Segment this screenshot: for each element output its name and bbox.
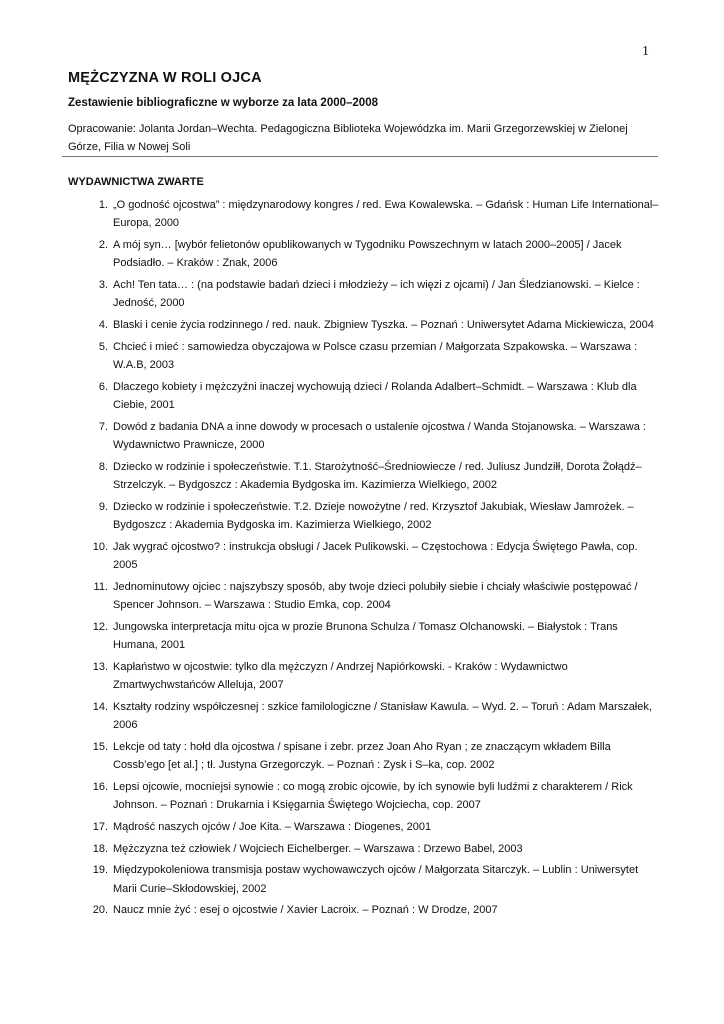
entry-number: 20. <box>92 904 108 917</box>
bibliography-entry <box>86 538 662 574</box>
bibliography-entry <box>86 738 662 774</box>
bibliography-entry <box>86 236 662 272</box>
bibliography-entry <box>86 418 662 454</box>
bibliography-entry <box>86 901 662 919</box>
entry-text: Mądrość naszych ojców / Joe Kita. – Warszawa : Diogenes, 2001 <box>113 820 432 833</box>
bibliography-entry <box>86 698 662 734</box>
entry-text: Dziecko w rodzinie i społeczeństwie. T.1. Starożytność–Średniowiecze / red. Juliusz Jundziłł, Dorota Żołądź–Strzelczyk. – Bydgoszcz : Akademia Bydgoska im. Kazimierza Wielkiego, 2002 <box>113 460 642 491</box>
bibliography-entry <box>86 818 662 836</box>
entry-text: „O godność ojcostwa” : międzynarodowy kongres / red. Ewa Kowalewska. – Gdańsk : Human Life International–Europa, 2000 <box>113 199 659 230</box>
entry-text: Chcieć i mieć : samowiedza obyczajowa w Polsce czasu przemian / Małgorzata Szpakowska. – Warszawa : W.A.B, 2003 <box>113 340 638 371</box>
page-number: 1 <box>642 44 649 59</box>
document-title: MĘŻCZYZNA W ROLI OJCA <box>68 70 262 86</box>
bibliography-entry <box>86 498 662 534</box>
section-heading: WYDAWNICTWA ZWARTE <box>68 176 204 188</box>
entry-text: Kształty rodziny współczesnej : szkice familologiczne / Stanisław Kawula. – Wyd. 2. – Toruń : Adam Marszałek, 2006 <box>113 700 652 731</box>
compiler-credits: Opracowanie: Jolanta Jordan–Wechta. Pedagogiczna Biblioteka Wojewódzka im. Marii Grzegorzewskiej w Zielonej Górze, Filia w Nowej Soli <box>68 123 628 153</box>
entry-number: 1. <box>98 199 108 211</box>
entry-number: 6. <box>98 380 108 393</box>
bibliography-entry <box>86 658 662 694</box>
bibliography-entry <box>86 458 662 494</box>
entry-text: Ach! Ten tata… : (na podstawie badań dzieci i młodzieży – ich więzi z ojcami) / Jan Śledzianowski. – Kielce : Jedność, 2000 <box>113 279 640 310</box>
entry-number: 14. <box>92 700 108 713</box>
entry-number: 9. <box>98 500 108 513</box>
bibliography-entry <box>86 861 662 897</box>
bibliography-entry <box>86 618 662 654</box>
bibliography-entry <box>86 840 662 858</box>
bibliography-entry <box>86 578 662 614</box>
entry-text: Międzypokoleniowa transmisja postaw wychowawczych ojców / Małgorzata Sitarczyk. – Lublin : Uniwersytet Marii Curie–Skłodowskiej, 2002 <box>113 864 639 895</box>
entry-text: Dziecko w rodzinie i społeczeństwie. T.2. Dzieje nowożytne / red. Krzysztof Jakubiak, Wiesław Jamrożek. – Bydgoszcz : Akademia Bydgoska im. Kazimierza Wielkiego, 2002 <box>113 500 634 531</box>
entry-number: 16. <box>92 780 108 793</box>
entry-text: Kapłaństwo w ojcostwie: tylko dla mężczyzn / Andrzej Napiórkowski. - Kraków : Wydawnictwo Zmartwychwstańców Alleluja, 2007 <box>113 660 568 691</box>
entry-number: 19. <box>92 864 108 877</box>
entry-number: 8. <box>98 460 108 473</box>
entry-text: Jak wygrać ojcostwo? : instrukcja obsługi / Jacek Pulikowski. – Częstochowa : Edycja Świętego Pawła, cop. 2005 <box>113 540 638 571</box>
entry-text: Blaski i cenie życia rodzinnego / red. nauk. Zbigniew Tyszka. – Poznań : Uniwersytet Adama Mickiewicza, 2004 <box>113 319 654 331</box>
entry-number: 7. <box>98 420 108 433</box>
bibliography-entry <box>86 196 662 232</box>
entry-number: 5. <box>98 340 108 353</box>
entry-text: Jungowska interpretacja mitu ojca w prozie Brunona Schulza / Tomasz Olchanowski. – Białystok : Trans Humana, 2001 <box>113 620 618 651</box>
bibliography-entry <box>86 378 662 414</box>
entry-number: 17. <box>92 820 108 833</box>
entry-text: Dlaczego kobiety i mężczyźni inaczej wychowują dzieci / Rolanda Adalbert–Schmidt. – Warszawa : Klub dla Ciebie, 2001 <box>113 380 637 411</box>
entry-number: 2. <box>98 239 108 251</box>
entry-text: Lekcje od taty : hołd dla ojcostwa / spisane i zebr. przez Joan Aho Ryan ; ze znaczącym wkładem Billa Cossb’ego [et al.] ; tł. Justyna Grzegorczyk. – Poznań : Zysk i S–ka, cop. 2002 <box>113 740 611 771</box>
entry-number: 4. <box>98 319 108 331</box>
entry-number: 15. <box>92 740 108 753</box>
entry-text: Naucz mnie żyć : esej o ojcostwie / Xavier Lacroix. – Poznań : W Drodze, 2007 <box>113 904 498 917</box>
header-divider <box>62 156 658 157</box>
entry-text: Dowód z badania DNA a inne dowody w procesach o ustalenie ojcostwa / Wanda Stojanowska. – Warszawa : Wydawnictwo Prawnicze, 2000 <box>113 420 646 451</box>
bibliography-entry <box>86 778 662 814</box>
entry-text: Jednominutowy ojciec : najszybszy sposób, aby twoje dzieci polubiły siebie i chciały właściwie postępować / Spencer Johnson. – Warszawa : Studio Emka, cop. 2004 <box>113 580 638 611</box>
entry-text: Lepsi ojcowie, mocniejsi synowie : co mogą zrobic ojcowie, by ich synowie byli ludźmi z charakterem / Rick Johnson. – Poznań : Drukarnia i Księgarnia Świętego Wojciecha, cop. 2007 <box>113 780 633 811</box>
entry-number: 11. <box>93 580 108 593</box>
entry-number: 12. <box>92 620 108 633</box>
bibliography-entry <box>86 338 662 374</box>
entry-number: 10. <box>92 540 108 553</box>
entry-number: 3. <box>98 279 108 291</box>
bibliography-entry <box>86 316 662 334</box>
entry-number: 13. <box>92 660 108 673</box>
bibliography-entry <box>86 276 662 312</box>
entry-number: 18. <box>92 842 108 855</box>
entry-text: A mój syn… [wybór felietonów opublikowanych w Tygodniku Powszechnym w latach 2000–2005] / Jacek Podsiadło. – Kraków : Znak, 2006 <box>113 239 622 270</box>
entry-text: Mężczyzna też człowiek / Wojciech Eichelberger. – Warszawa : Drzewo Babel, 2003 <box>113 842 523 855</box>
document-subtitle: Zestawienie bibliograficzne w wyborze za lata 2000–2008 <box>68 97 378 109</box>
bibliography-list <box>86 196 662 923</box>
